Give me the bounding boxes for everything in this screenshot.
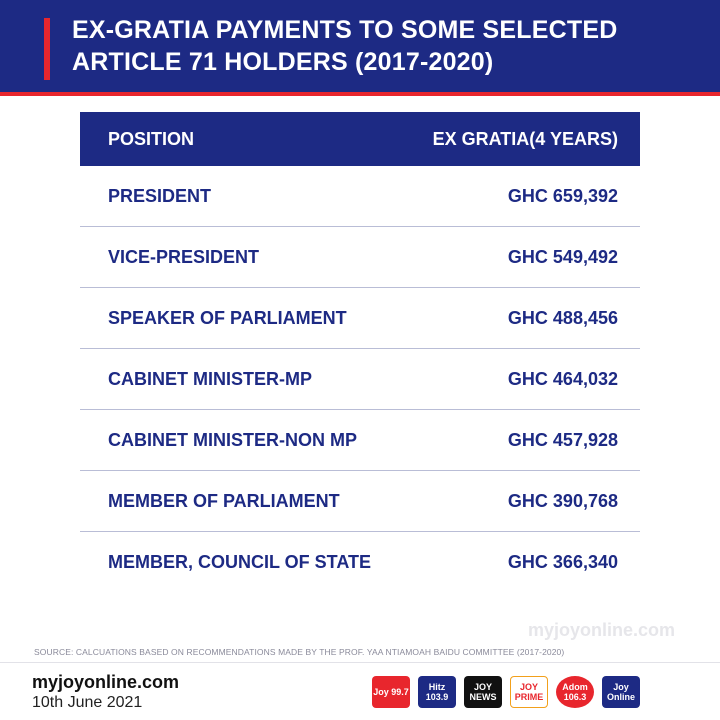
adom-fm-logo: Adom 106.3 xyxy=(556,676,594,708)
position-cell: CABINET MINISTER-NON MP xyxy=(108,429,357,450)
position-cell: CABINET MINISTER-MP xyxy=(108,368,312,389)
joy-prime-logo: JOY PRIME xyxy=(510,676,548,708)
joy-news-logo: JOY NEWS xyxy=(464,676,502,708)
position-cell: PRESIDENT xyxy=(108,185,212,206)
page-title: EX-GRATIA PAYMENTS TO SOME SELECTED ARTICLE 71 HOLDERS (2017-2020) xyxy=(72,16,618,76)
ex-gratia-table xyxy=(80,112,640,593)
site-name: myjoyonline.com xyxy=(32,672,180,692)
position-cell: SPEAKER OF PARLIAMENT xyxy=(108,307,347,328)
table-row xyxy=(80,227,640,288)
amount-cell: GHC 457,928 xyxy=(507,429,618,450)
column-header-position: POSITION xyxy=(108,128,195,149)
hitz-fm-logo: Hitz 103.9 xyxy=(418,676,456,708)
amount-cell: GHC 464,032 xyxy=(507,368,618,389)
table-row xyxy=(80,288,640,349)
amount-cell: GHC 390,768 xyxy=(507,490,618,511)
joy-online-logo: Joy Online xyxy=(602,676,640,708)
position-cell: VICE-PRESIDENT xyxy=(108,246,260,267)
joy-fm-logo: Joy 99.7 xyxy=(372,676,410,708)
publish-date: 10th June 2021 xyxy=(32,694,143,711)
amount-cell: GHC 659,392 xyxy=(507,185,618,206)
column-header-amount: EX GRATIA(4 YEARS) xyxy=(432,128,618,149)
table-row xyxy=(80,166,640,227)
amount-cell: GHC 488,456 xyxy=(507,307,618,328)
position-cell: MEMBER OF PARLIAMENT xyxy=(108,490,340,511)
amount-cell: GHC 366,340 xyxy=(507,552,618,572)
header-accent-bar xyxy=(44,18,50,80)
table-header xyxy=(80,112,640,166)
station-logos xyxy=(372,676,640,708)
table-row xyxy=(80,349,640,410)
table-row xyxy=(80,532,640,593)
table-row xyxy=(80,410,640,471)
amount-cell: GHC 549,492 xyxy=(507,246,618,267)
position-cell: MEMBER, COUNCIL OF STATE xyxy=(108,552,371,572)
source-note: SOURCE: CALCUATIONS BASED ON RECOMMENDATIONS MADE BY THE PROF. YAA NTIAMOAH BAIDU COMMITTEE (2017-2020) xyxy=(34,647,565,657)
watermark: myjoyonline.com xyxy=(528,620,676,640)
table-row xyxy=(80,471,640,532)
header-bottom-rule xyxy=(0,92,720,96)
footer-divider xyxy=(0,662,720,663)
